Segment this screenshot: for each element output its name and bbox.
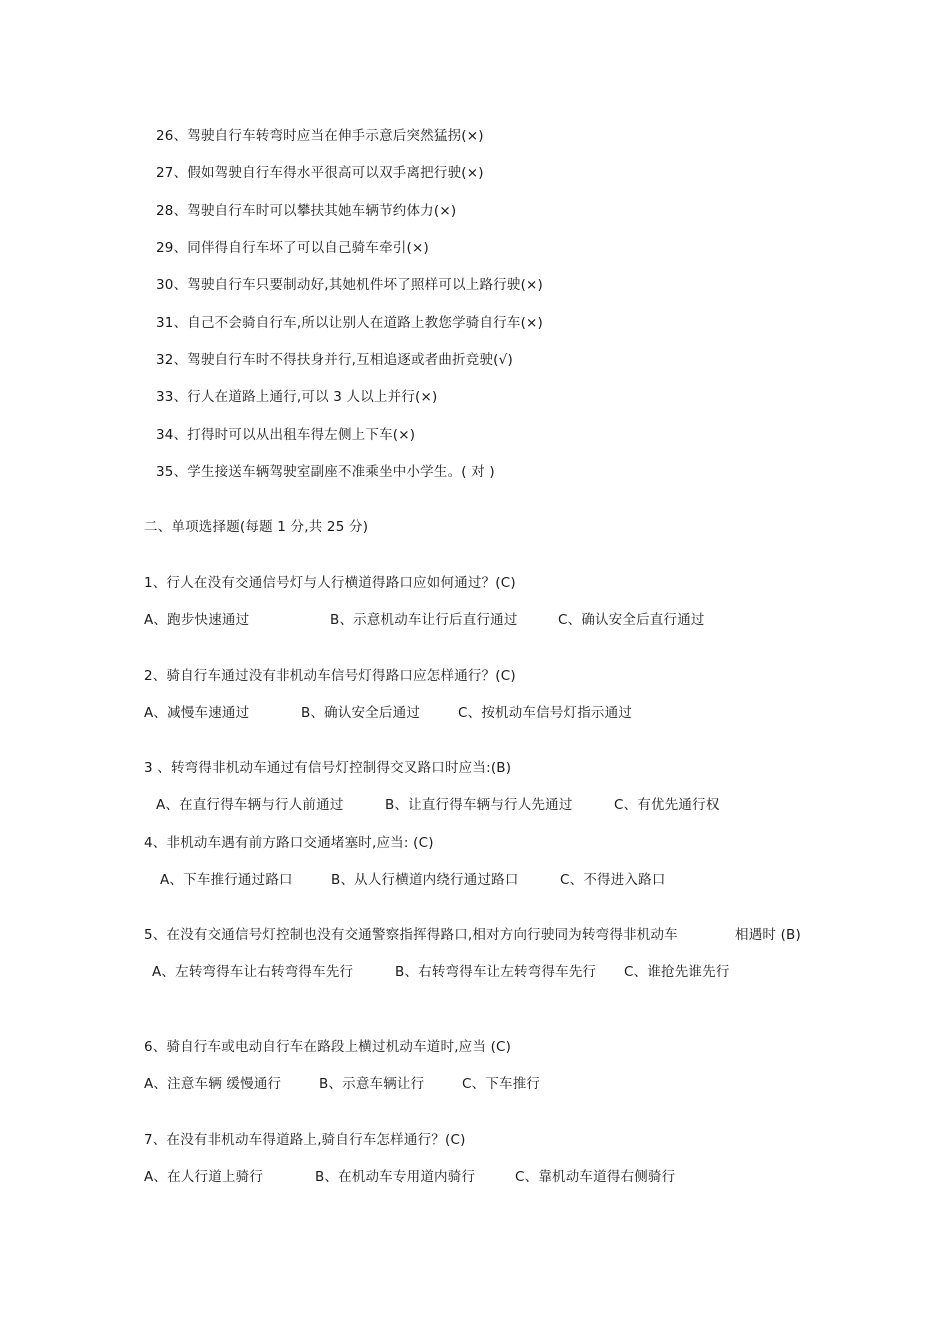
question-7-option-b: B、在机动车专用道内骑行 — [315, 1169, 476, 1185]
question-5-option-c: C、谁抢先谁先行 — [624, 964, 730, 980]
question-4: 4、非机动车遇有前方路口交通堵塞时,应当: (C) — [144, 835, 434, 851]
question-3-option-b: B、让直行得车辆与行人先通过 — [385, 797, 573, 813]
judgement-item-35: 35、学生接送车辆驾驶室副座不准乘坐中小学生。( 对 ) — [156, 464, 495, 480]
question-6-option-a: A、注意车辆 缓慢通行 — [144, 1076, 282, 1092]
question-3: 3 、转弯得非机动车通过有信号灯控制得交叉路口时应当:(B) — [144, 760, 512, 776]
question-2: 2、骑自行车通过没有非机动车信号灯得路口应怎样通行？(C) — [144, 668, 516, 684]
question-5-tail: 相遇时 (B) — [735, 927, 801, 943]
question-4-option-b: B、从人行横道内绕行通过路口 — [331, 872, 519, 888]
question-5-option-a: A、左转弯得车让右转弯得车先行 — [152, 964, 354, 980]
question-6-option-c: C、下车推行 — [462, 1076, 541, 1092]
question-1-option-b: B、示意机动车让行后直行通过 — [330, 612, 518, 628]
question-7-option-a: A、在人行道上骑行 — [144, 1169, 264, 1185]
section-title: 二、单项选择题(每题 1 分,共 25 分) — [144, 519, 369, 535]
judgement-item-32: 32、驾驶自行车时不得扶身并行,互相追逐或者曲折竞驶(√) — [156, 352, 513, 368]
judgement-item-29: 29、同伴得自行车坏了可以自己骑车牵引(×) — [156, 240, 429, 256]
question-5: 5、在没有交通信号灯控制也没有交通警察指挥得路口,相对方向行驶同为转弯得非机动车 — [144, 927, 678, 943]
question-6-option-b: B、示意车辆让行 — [319, 1076, 425, 1092]
question-4-option-a: A、下车推行通过路口 — [160, 872, 293, 888]
question-2-option-a: A、减慢车速通过 — [144, 705, 250, 721]
judgement-item-30: 30、驾驶自行车只要制动好,其她机件坏了照样可以上路行驶(×) — [156, 277, 544, 293]
question-1: 1、行人在没有交通信号灯与人行横道得路口应如何通过？(C) — [144, 575, 516, 591]
question-7: 7、在没有非机动车得道路上,骑自行车怎样通行？(C) — [144, 1132, 466, 1148]
judgement-item-34: 34、打得时可以从出租车得左侧上下车(×) — [156, 427, 416, 443]
question-6: 6、骑自行车或电动自行车在路段上横过机动车道时,应当 (C) — [144, 1039, 512, 1055]
question-2-option-b: B、确认安全后通过 — [301, 705, 421, 721]
question-5-option-b: B、右转弯得车让左转弯得车先行 — [395, 964, 597, 980]
judgement-item-27: 27、假如驾驶自行车得水平很高可以双手离把行驶(×) — [156, 165, 484, 181]
question-3-option-a: A、在直行得车辆与行人前通过 — [156, 797, 344, 813]
question-7-option-c: C、靠机动车道得右侧骑行 — [515, 1169, 676, 1185]
judgement-item-33: 33、行人在道路上通行,可以 3 人以上并行(×) — [156, 389, 438, 405]
question-2-option-c: C、按机动车信号灯指示通过 — [458, 705, 633, 721]
judgement-item-28: 28、驾驶自行车时可以攀扶其她车辆节约体力(×) — [156, 203, 457, 219]
judgement-item-26: 26、驾驶自行车转弯时应当在伸手示意后突然猛拐(×) — [156, 128, 484, 144]
question-1-option-c: C、确认安全后直行通过 — [558, 612, 705, 628]
question-1-option-a: A、跑步快速通过 — [144, 612, 250, 628]
judgement-item-31: 31、自己不会骑自行车,所以让别人在道路上教您学骑自行车(×) — [156, 315, 544, 331]
question-4-option-c: C、不得进入路口 — [560, 872, 666, 888]
question-3-option-c: C、有优先通行权 — [614, 797, 720, 813]
